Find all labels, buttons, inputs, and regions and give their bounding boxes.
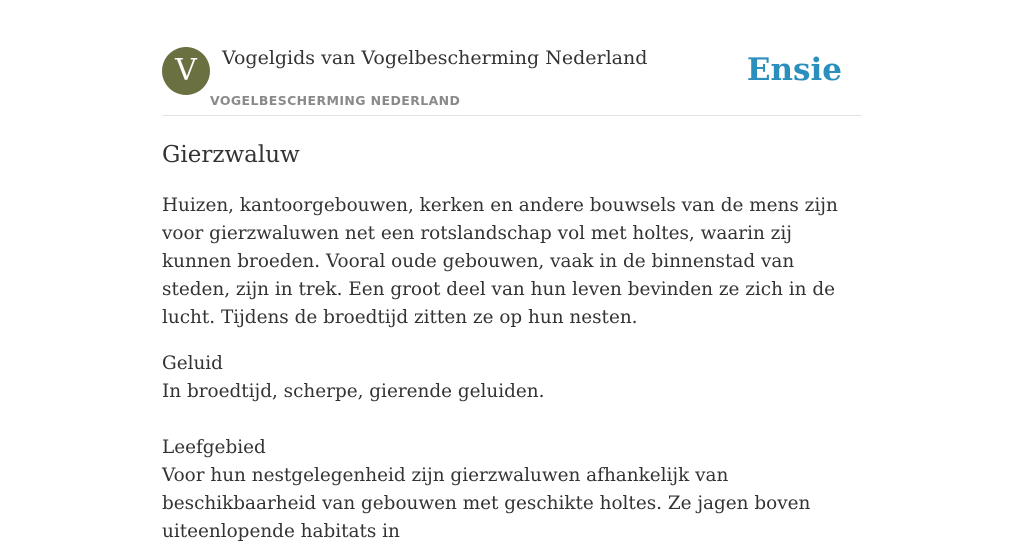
entry-title: Gierzwaluw bbox=[162, 142, 300, 168]
source-title-link[interactable]: Vogelgids van Vogelbescherming Nederland bbox=[222, 47, 648, 69]
section-heading: Leefgebied bbox=[162, 437, 266, 458]
source-avatar[interactable]: V bbox=[162, 47, 210, 95]
section-spacer bbox=[162, 406, 862, 434]
entry-body bbox=[162, 192, 862, 546]
publisher-link[interactable]: VOGELBESCHERMING NEDERLAND bbox=[210, 93, 461, 108]
content-container bbox=[162, 0, 862, 542]
section-heading: Geluid bbox=[162, 353, 223, 374]
entry-intro: Huizen, kantoorgebouwen, kerken en andere bouwsels van de mens zijn voor gierzwaluwen net een rotslandschap vol met holtes, waarin zij kunnen broeden. Vooral oude gebouwen, vaak in de binnenstad van steden, zijn in trek. Een groot deel van hun leven bevinden ze zich in de lucht. Tijdens de broedtijd zitten ze op hun nesten. bbox=[162, 195, 838, 328]
section-leefgebied bbox=[162, 434, 862, 546]
ensie-logo[interactable]: Ensie bbox=[746, 52, 842, 88]
section-text: Voor hun nestgelegenheid zijn gierzwaluwen afhankelijk van beschikbaarheid van gebouwen met geschikte holtes. Ze jagen boven uiteenlopende habitats in bbox=[162, 465, 811, 542]
entry-header bbox=[162, 0, 862, 116]
section-geluid bbox=[162, 350, 862, 406]
section-text: In broedtijd, scherpe, gierende geluiden. bbox=[162, 381, 545, 402]
